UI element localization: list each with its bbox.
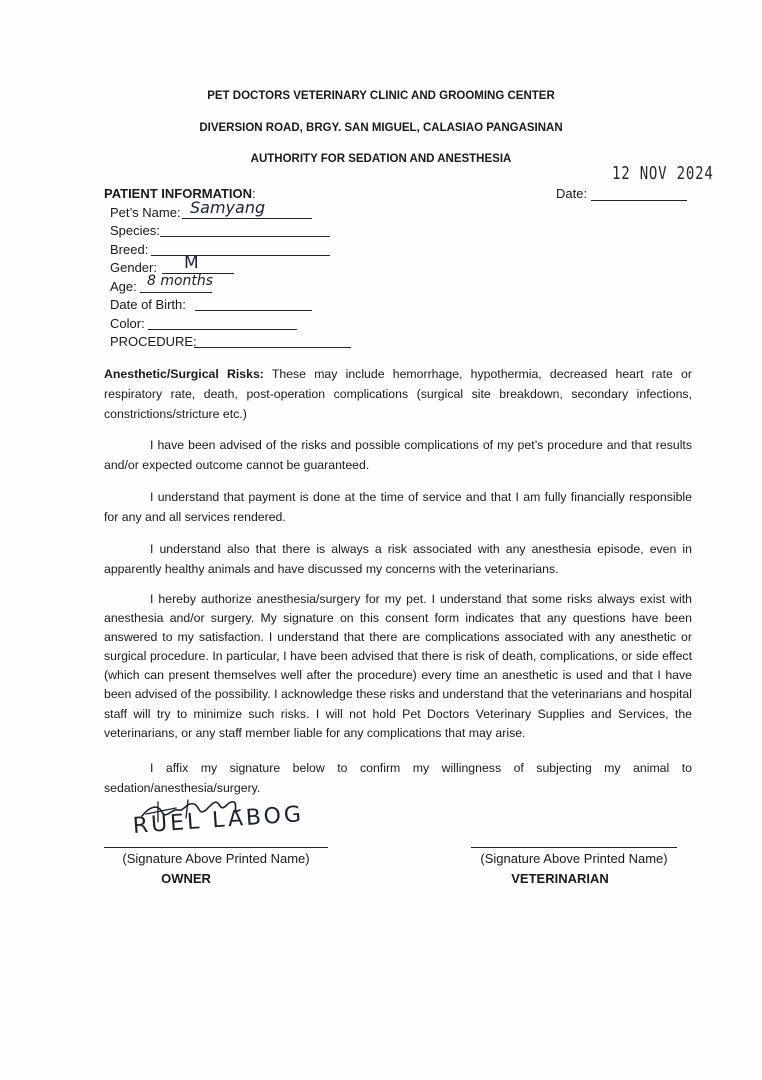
risks-heading: Anesthetic/Surgical Risks: xyxy=(104,367,264,381)
clinic-address: DIVERSION ROAD, BRGY. SAN MIGUEL, CALASIAO PANGASINAN xyxy=(199,122,563,134)
color-line xyxy=(148,329,297,330)
risks-paragraph xyxy=(104,364,692,424)
date-label: Date: xyxy=(556,186,588,201)
vet-role-label: VETERINARIAN xyxy=(511,871,609,886)
date-stamp: 12 NOV 2024 xyxy=(612,163,714,184)
gender-value: M xyxy=(184,253,199,273)
payment-text: I understand that payment is done at the time of service and that I am fully financially responsible for any and all services rendered. xyxy=(104,490,692,524)
species-line xyxy=(160,236,330,237)
authorization-paragraph xyxy=(104,590,692,743)
gender-label: Gender: xyxy=(110,260,157,275)
procedure-line xyxy=(194,347,351,348)
owner-signature-line xyxy=(104,847,328,848)
color-label: Color: xyxy=(110,316,145,331)
breed-label: Breed: xyxy=(110,242,149,257)
owner-signature-caption: (Signature Above Printed Name) xyxy=(122,851,310,866)
clinic-name: PET DOCTORS VETERINARY CLINIC AND GROOMING CENTER xyxy=(207,90,555,102)
authorization-text: I hereby authorize anesthesia/surgery for my pet. I understand that some risks always exist with anesthesia and/or surgery. My signature on this consent form indicates that any questions have been answered to my satisfaction. I understand that there are complications associated with any anesthetic or surgical procedure. In particular, I have been advised that there is risk of death, complications, or side effect (which can present themselves well after the procedure) every time an anesthetic is used and that I have been advised of the possibility. I acknowledge these risks and understand that the veterinarians and hospital staff will try to minimize such risks. I will not hold Pet Doctors Veterinary Supplies and Services, the veterinarians, or any staff member liable for any complications that may arise. xyxy=(104,592,692,740)
affix-signature-text: I affix my signature below to confirm my willingness of subjecting my animal to sedation/anesthesia/surgery. xyxy=(104,761,692,795)
risk-acknowledgement-text: I understand also that there is always a risk associated with any anesthesia episode, even in apparently healthy animals and have discussed my concerns with the veterinarians. xyxy=(104,542,692,576)
dob-line xyxy=(195,310,312,311)
vet-signature-caption: (Signature Above Printed Name) xyxy=(480,851,668,866)
patient-info-colon: : xyxy=(252,186,256,201)
breed-line xyxy=(151,255,330,256)
dob-label: Date of Birth: xyxy=(110,297,186,312)
pet-name-label: Pet’s Name: xyxy=(110,205,181,220)
pet-name-line xyxy=(182,218,312,219)
patient-info-title: PATIENT INFORMATION xyxy=(104,186,253,201)
pet-name-value: Samyang xyxy=(190,198,266,217)
advised-text: I have been advised of the risks and possible complications of my pet’s procedure and that results and/or expected outcome cannot be guaranteed. xyxy=(104,438,692,472)
age-line xyxy=(140,292,212,293)
owner-printed-name: RUEL LABOG xyxy=(132,802,305,839)
advised-paragraph xyxy=(104,435,692,475)
owner-role-label: OWNER xyxy=(161,871,211,886)
vet-signature-line xyxy=(471,847,677,848)
age-value: 8 months xyxy=(147,273,214,289)
risk-acknowledgement-paragraph xyxy=(104,539,692,579)
date-field-line xyxy=(591,200,687,201)
procedure-label: PROCEDURE: xyxy=(110,334,197,349)
payment-paragraph xyxy=(104,487,692,527)
risks-text: These may include hemorrhage, hypothermia, decreased heart rate or respiratory rate, death, post-operation complications (surgical site breakdown, secondary infections, constrictions/stricture etc.) xyxy=(104,367,692,421)
form-title: AUTHORITY FOR SEDATION AND ANESTHESIA xyxy=(250,153,512,165)
species-label: Species: xyxy=(110,223,160,238)
age-label: Age: xyxy=(110,279,137,294)
